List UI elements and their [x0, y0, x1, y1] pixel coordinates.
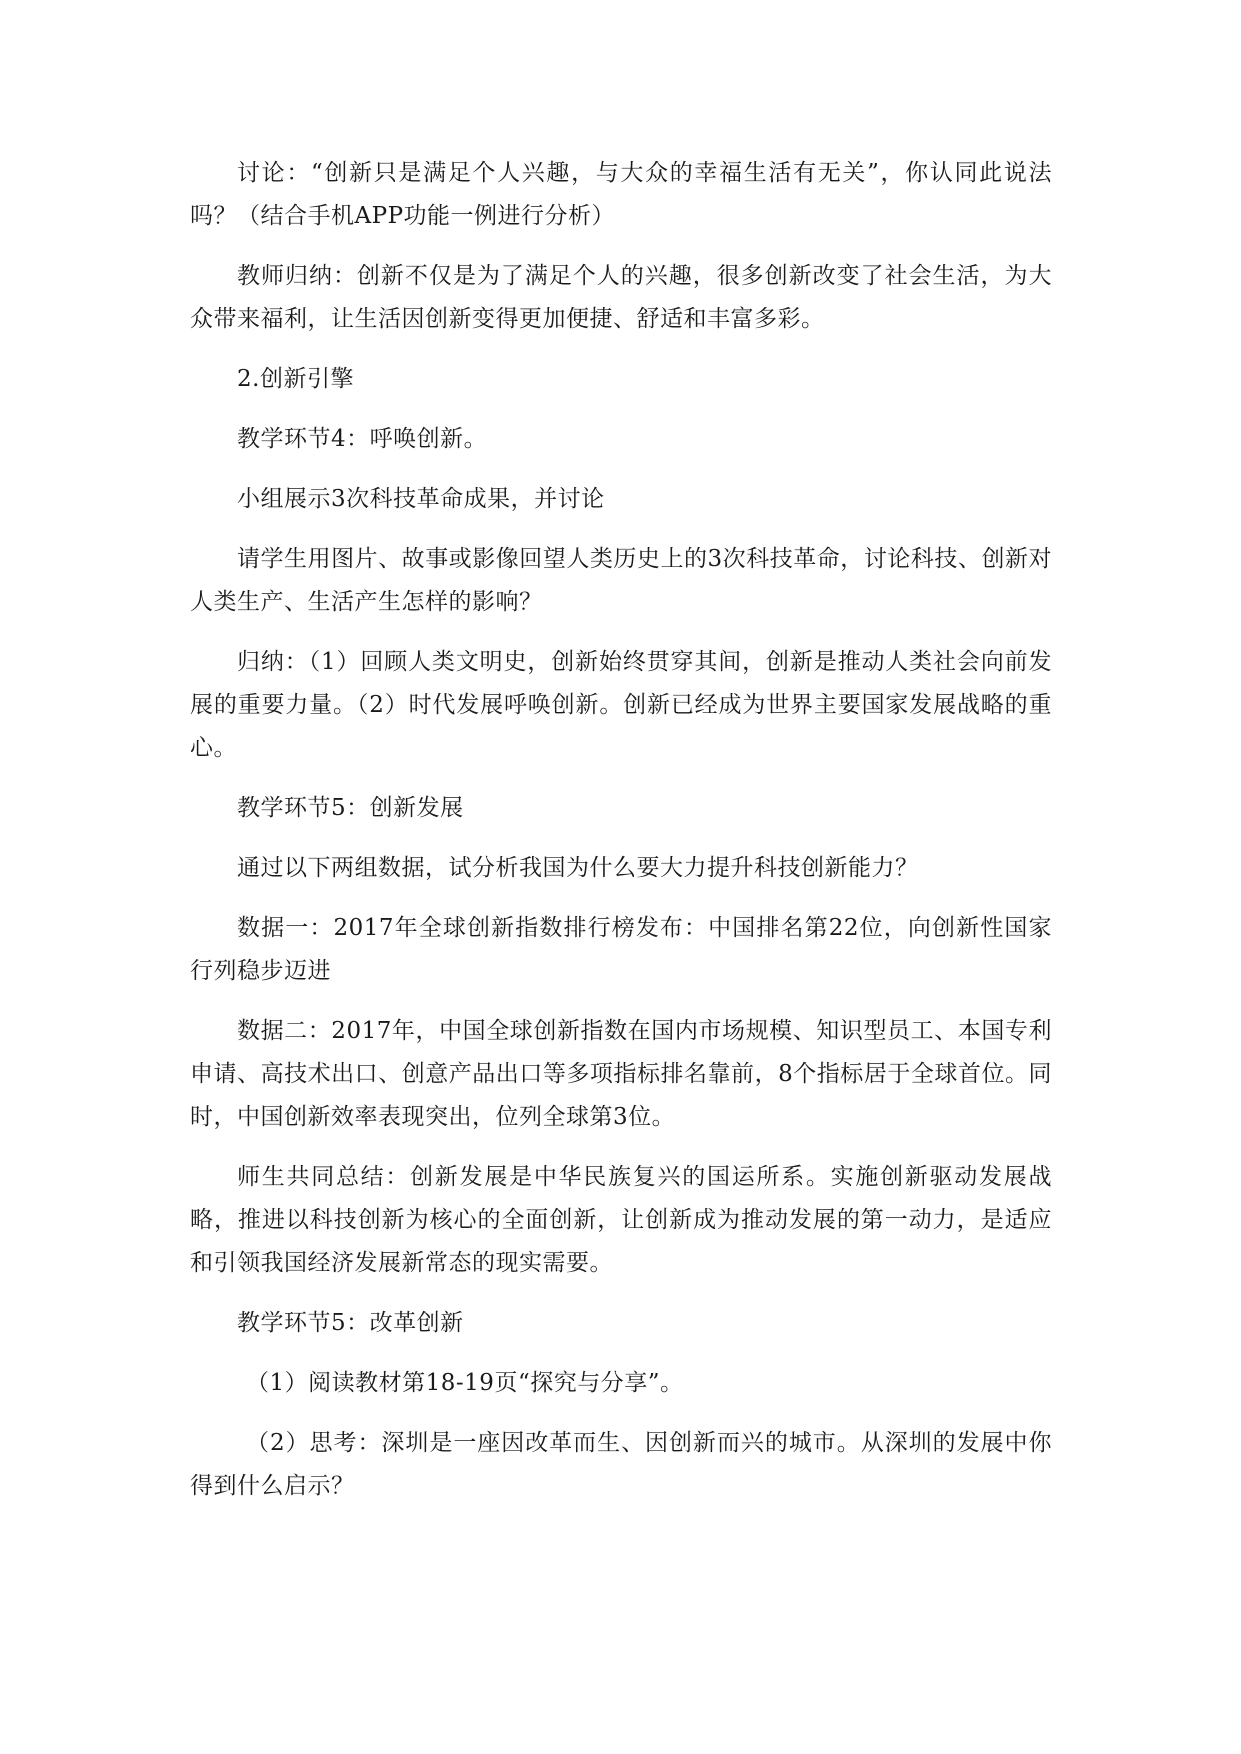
student-task-paragraph: 请学生用图片、故事或影像回望人类历史上的3次科技革命，讨论科技、创新对人类生产、生活产生怎样的影响？: [190, 546, 1052, 615]
thinking-task-item: （2）思考：深圳是一座因改革而生、因创新而兴的城市。从深圳的发展中你得到什么启示？: [190, 1430, 1052, 1499]
discussion-paragraph: 讨论：“创新只是满足个人兴趣，与大众的幸福生活有无关”，你认同此说法吗？（结合手机APP功能一例进行分析）: [190, 160, 1052, 229]
document-body: [190, 152, 1052, 1508]
joint-summary-paragraph: 师生共同总结：创新发展是中华民族复兴的国运所系。实施创新驱动发展战略，推进以科技创新为核心的全面创新，让创新成为推动发展的第一动力，是适应和引领我国经济发展新常态的现实需要。: [190, 1164, 1052, 1276]
data-analysis-question: 通过以下两组数据，试分析我国为什么要大力提升科技创新能力？: [237, 855, 919, 881]
teaching-step-5-heading: 教学环节5：创新发展: [237, 795, 464, 821]
conclusion-paragraph: 归纳：（1）回顾人类文明史，创新始终贯穿其间，创新是推动人类社会向前发展的重要力量。（2）时代发展呼唤创新。创新已经成为世界主要国家发展战略的重心。: [190, 649, 1052, 761]
group-presentation-paragraph: 小组展示3次科技革命成果，并讨论: [237, 486, 605, 512]
reform-innovation-heading: 教学环节5：改革创新: [237, 1310, 464, 1336]
reading-task-item: （1）阅读教材第18-19页“探究与分享”。: [246, 1370, 684, 1396]
teacher-summary-paragraph: 教师归纳：创新不仅是为了满足个人的兴趣，很多创新改变了社会生活，为大众带来福利，让生活因创新变得更加便捷、舒适和丰富多彩。: [190, 263, 1052, 332]
teaching-step-4-heading: 教学环节4：呼唤创新。: [237, 426, 488, 452]
section-heading-innovation-engine: 2.创新引擎: [237, 366, 354, 392]
data-one-paragraph: 数据一：2017年全球创新指数排行榜发布：中国排名第22位，向创新性国家行列稳步迈进: [190, 915, 1052, 984]
data-two-paragraph: 数据二：2017年，中国全球创新指数在国内市场规模、知识型员工、本国专利申请、高技术出口、创意产品出口等多项指标排名靠前，8个指标居于全球首位。同时，中国创新效率表现突出，位列全球第3位。: [190, 1018, 1052, 1130]
